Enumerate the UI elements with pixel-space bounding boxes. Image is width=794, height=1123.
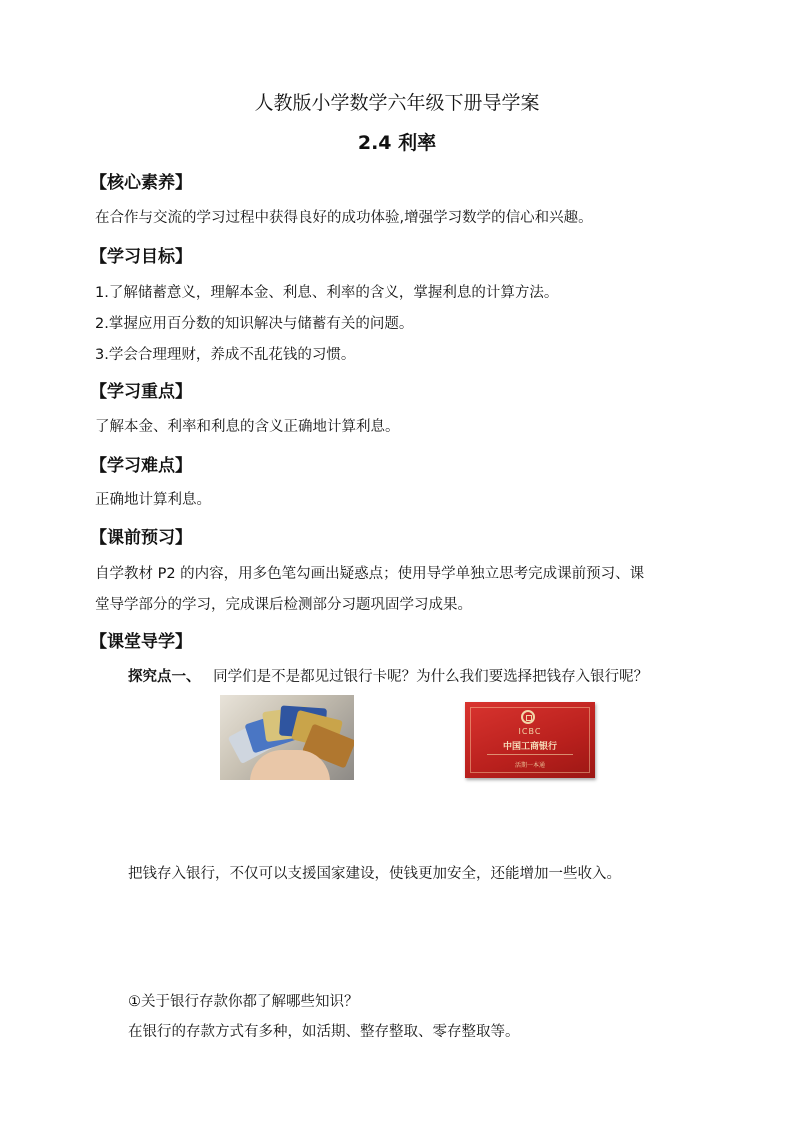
- passbook-divider: [487, 754, 573, 755]
- goal-item-1: 1.了解储蓄意义，理解本金、利息、利率的含义，掌握利息的计算方法。: [95, 285, 559, 301]
- explore-point-1: [128, 665, 648, 686]
- explore-point-answer: 把钱存入银行，不仅可以支援国家建设，使钱更加安全，还能增加一些收入。: [128, 866, 621, 882]
- bank-cards-photo: [220, 695, 354, 780]
- heading-difficulties: 【学习难点】: [90, 456, 192, 476]
- heading-core-literacy: 【核心素养】: [90, 173, 192, 193]
- icbc-passbook-photo: [465, 702, 595, 778]
- goal-item-3: 3.学会合理理财，养成不乱花钱的习惯。: [95, 347, 356, 363]
- document-title: 人教版小学数学六年级下册导学案: [254, 92, 540, 114]
- key-points-text: 了解本金、利率和利息的含义正确地计算利息。: [95, 419, 400, 435]
- heading-key-points: 【学习重点】: [90, 382, 192, 402]
- explore-point-label: 探究点一、: [128, 669, 201, 685]
- passbook-bank-name: 中国工商银行: [502, 742, 557, 752]
- heading-classroom-guide: 【课堂导学】: [90, 632, 192, 652]
- passbook-brand: ICBC: [518, 727, 542, 736]
- difficulties-text: 正确地计算利息。: [95, 492, 211, 508]
- goal-item-2: 2.掌握应用百分数的知识解决与储蓄有关的问题。: [95, 316, 414, 332]
- explore-point-question: 同学们是不是都见过银行卡呢？为什么我们要选择把钱存入银行呢？: [213, 669, 649, 685]
- answer-1: 在银行的存款方式有多种，如活期、整存整取、零存整取等。: [128, 1024, 520, 1040]
- preview-text-line-2: 堂导学部分的学习，完成课后检测部分习题巩固学习成果。: [95, 597, 472, 613]
- lesson-title: 2.4 利率: [357, 132, 437, 154]
- icbc-logo-icon: [521, 710, 535, 724]
- heading-learning-goals: 【学习目标】: [90, 247, 192, 267]
- heading-preview: 【课前预习】: [90, 528, 192, 548]
- core-literacy-text: 在合作与交流的学习过程中获得良好的成功体验,增强学习数学的信心和兴趣。: [95, 210, 593, 226]
- preview-text-line-1: 自学教材 P2 的内容，用多色笔勾画出疑惑点；使用导学单独立思考完成课前预习、课: [95, 566, 645, 582]
- question-1: ①关于银行存款你都了解哪些知识？: [128, 994, 359, 1010]
- passbook-subtitle: 活期一本通: [514, 762, 545, 769]
